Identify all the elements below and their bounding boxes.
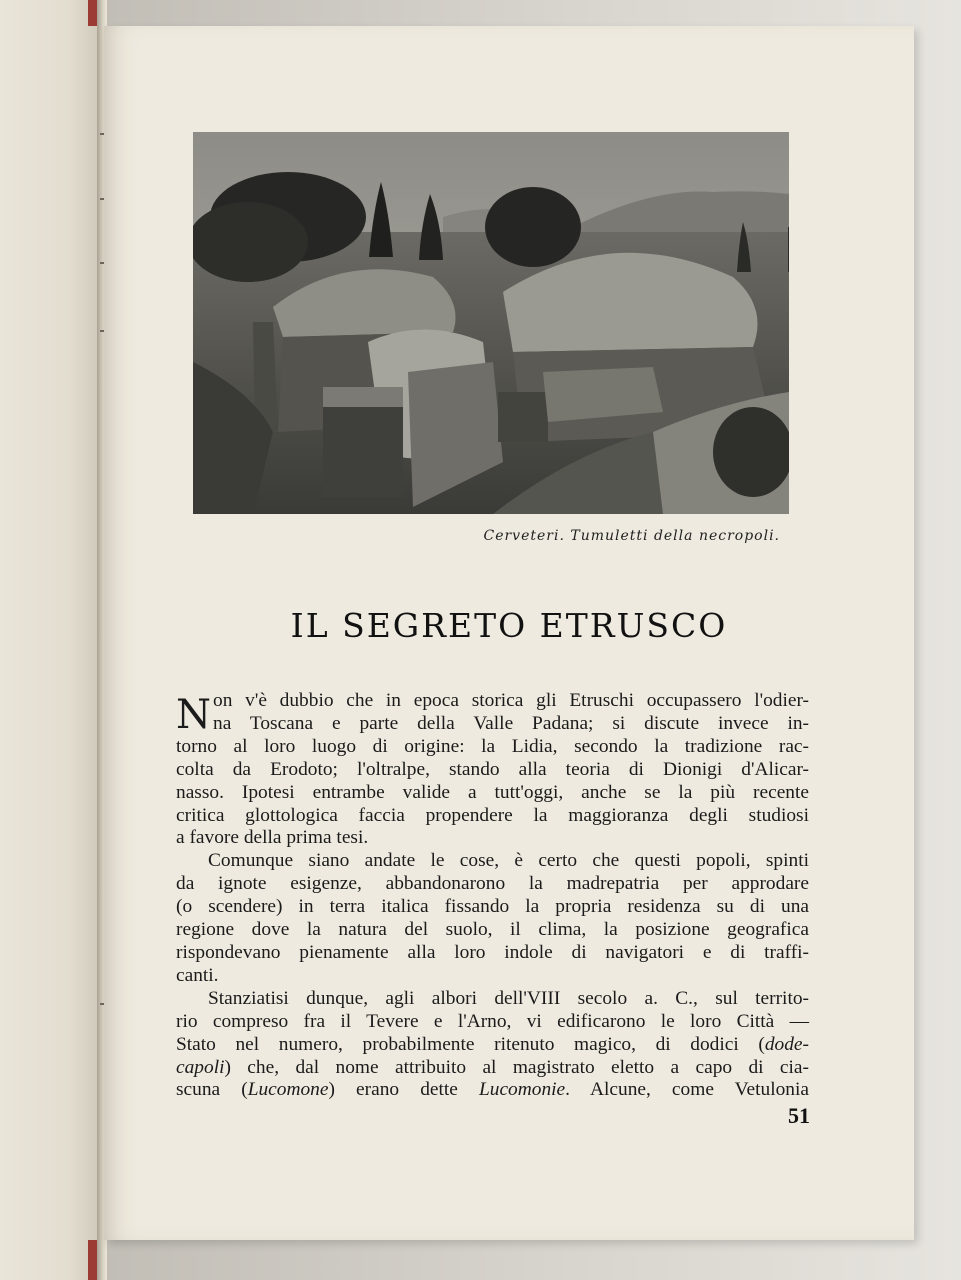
text-line: rio compreso fra il Tevere e l'Arno, vi edificarono le loro Città — (176, 1010, 809, 1032)
text-line: critica glottologica faccia propendere la maggioranza degli studiosi (176, 804, 809, 826)
paragraph-2 (176, 850, 809, 987)
photo-caption: Cerveteri. Tumuletti della necropoli. (483, 528, 780, 544)
text-line: rispondevano pienamente alla loro indole di navigatori e di traffi- (176, 941, 809, 963)
text-line: torno al loro luogo di origine: la Lidia, secondo la tradizione rac- (176, 735, 809, 757)
italic-term: Lucomonie (478, 1079, 566, 1101)
text-line: (o scendere) in terra italica fissando la propria residenza su di una (176, 896, 809, 918)
chapter-title: IL SEGRETO ETRUSCO (290, 606, 728, 645)
left-page-edge (0, 0, 102, 1280)
drop-cap: N (176, 692, 211, 738)
page-number: 51 (788, 1103, 810, 1128)
italic-term: dode- (764, 1033, 809, 1055)
italic-term: capoli (176, 1056, 225, 1078)
text-line (176, 1034, 809, 1057)
text-line: on v'è dubbio che in epoca storica gli Etruschi occupassero l'odier- (213, 690, 809, 711)
italic-term: Lucomone (247, 1079, 329, 1101)
text-segment: ) erano dette (328, 1079, 479, 1101)
book-page (104, 26, 914, 1240)
necropolis-illustration (193, 132, 789, 514)
text-line: Stanziatisi dunque, agli albori dell'VIII secolo a. C., sul territo- (208, 987, 809, 1009)
text-line: canti. (176, 964, 219, 986)
text-line: regione dove la natura del suolo, il clima, la posizione geografica (176, 919, 809, 941)
text-line: da ignote esigenze, abbandonarono la madrepatria per approdare (176, 873, 809, 895)
text-segment: scuna ( (176, 1079, 248, 1101)
text-line (176, 1079, 809, 1102)
necropolis-photo (193, 132, 789, 514)
text-line: nasso. Ipotesi entrambe valide a tutt'oggi, anche se la più recente (176, 781, 809, 803)
paragraph-1 (176, 690, 809, 850)
body-text (176, 690, 809, 1102)
text-line: Comunque siano andate le cose, è certo che questi popoli, spinti (208, 850, 809, 872)
text-line: colta da Erodoto; l'oltralpe, stando alla teoria di Dionigi d'Alicar- (176, 758, 809, 780)
text-line: na Toscana e parte della Valle Padana; si discute invece in- (213, 712, 809, 734)
text-segment: Stato nel numero, probabilmente ritenuto magico, di dodici ( (176, 1033, 765, 1055)
text-segment: ) che, dal nome attribuito al magistrato eletto a capo di cia- (224, 1056, 809, 1078)
paragraph-3 (176, 988, 809, 1103)
text-line: a favore della prima tesi. (176, 827, 369, 849)
text-segment: . Alcune, come Vetulonia (565, 1079, 809, 1101)
text-line (176, 1057, 809, 1080)
